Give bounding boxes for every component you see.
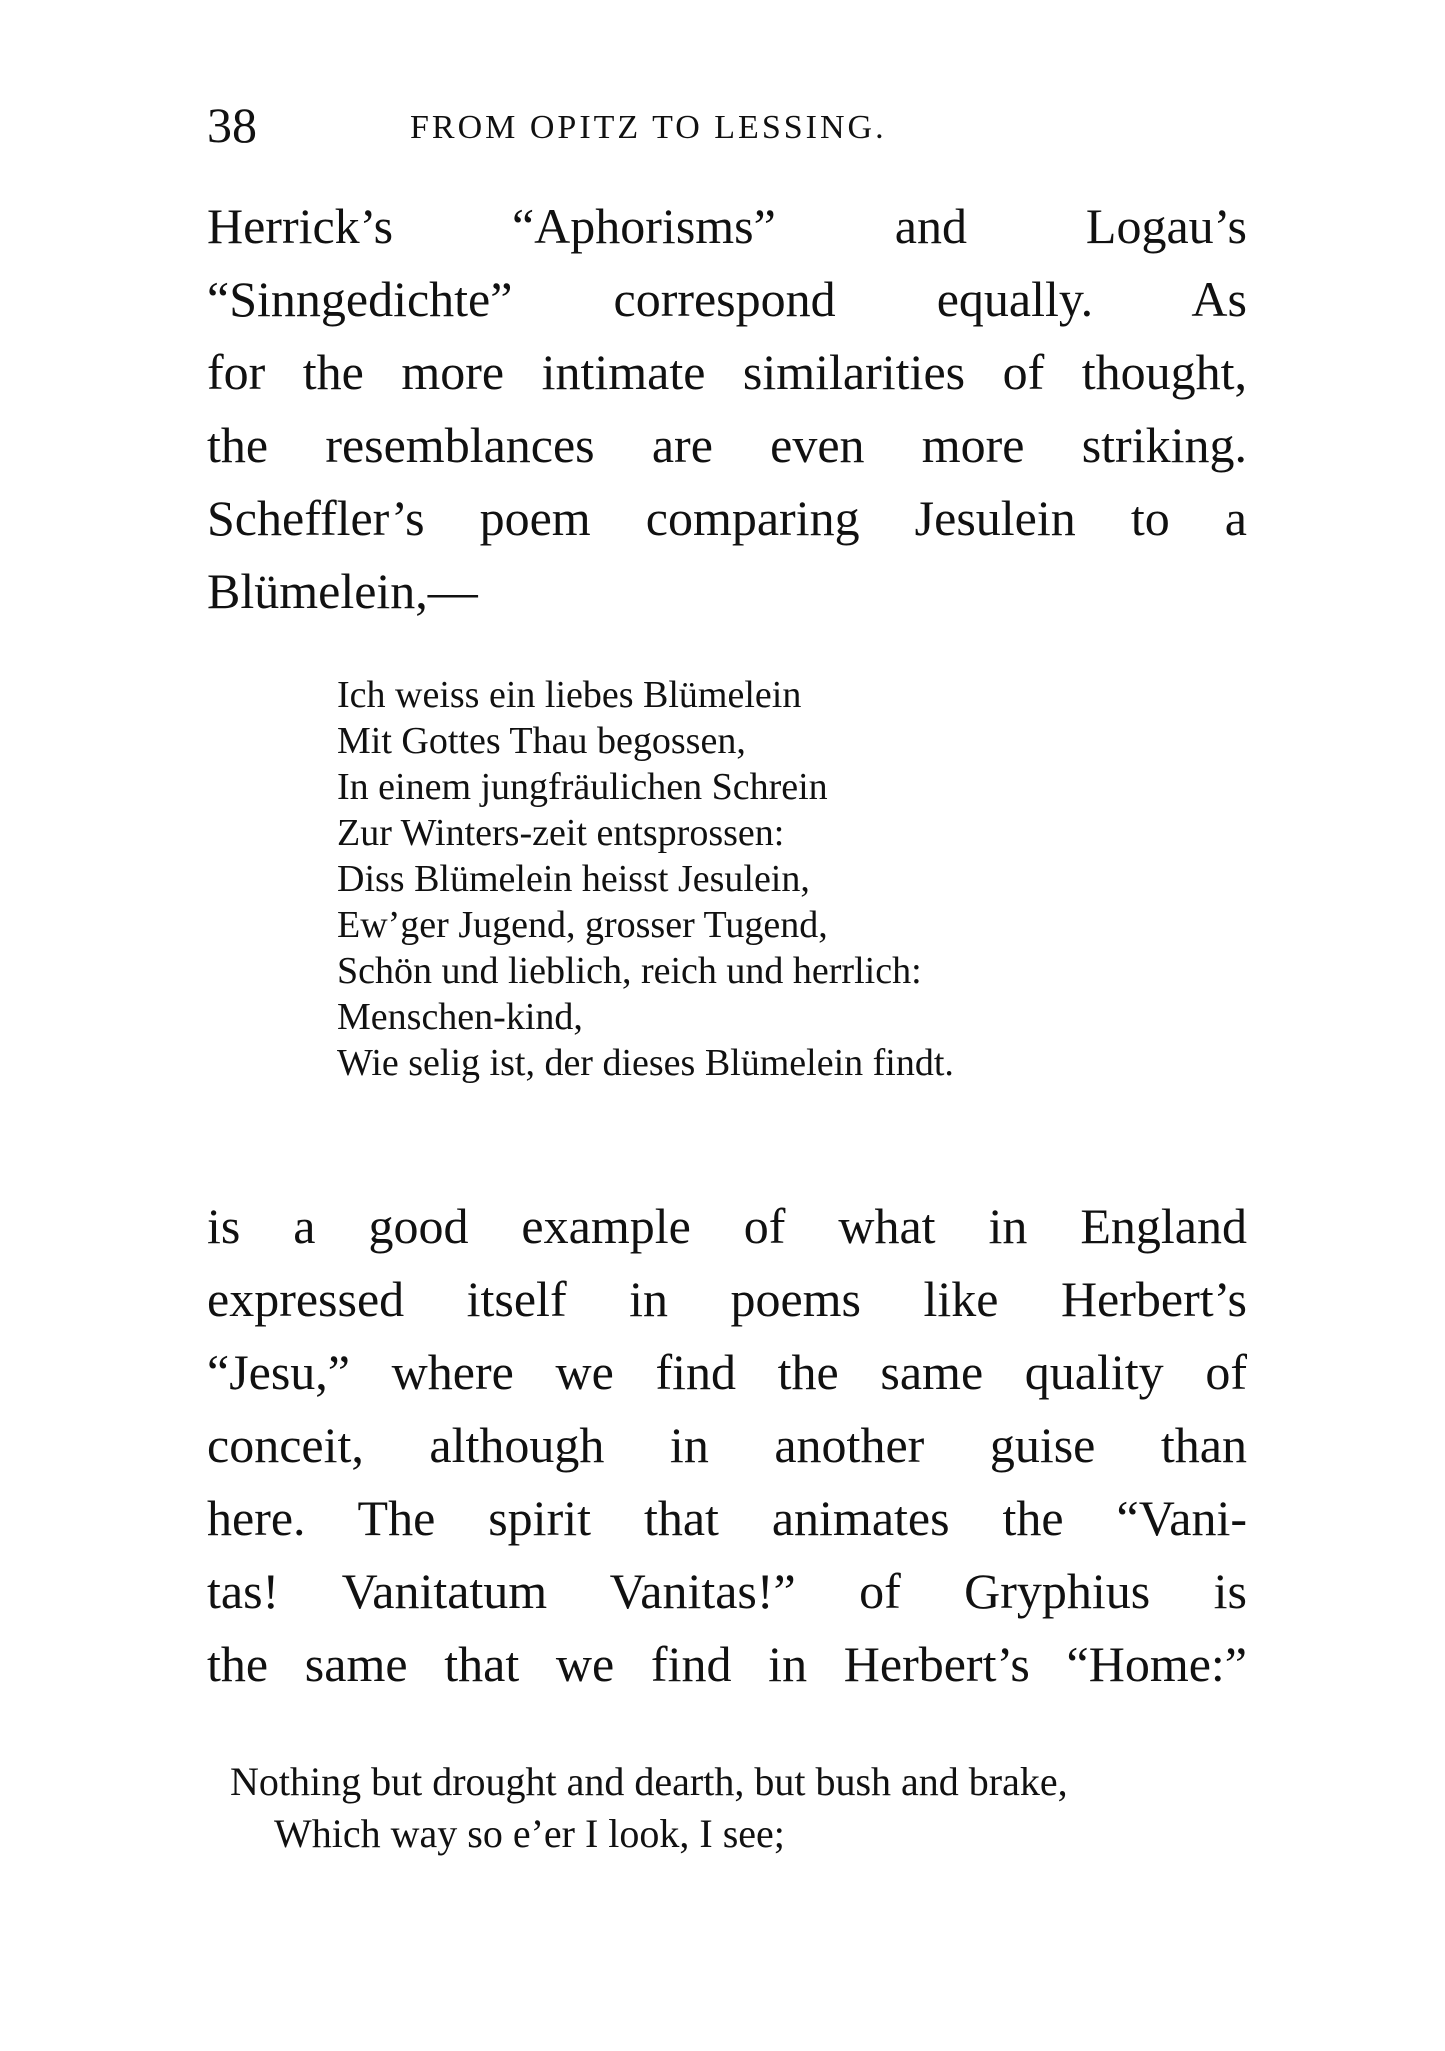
running-head: FROM OPITZ TO LESSING. — [410, 109, 887, 146]
verse-line: Schön und lieblich, reich und herrlich: — [337, 950, 922, 992]
text-line: conceit, although in another guise than — [207, 1417, 1247, 1473]
verse-line: Mit Gottes Thau begossen, — [337, 720, 746, 762]
text-line: “Sinngedichte” correspond equally. As — [207, 271, 1247, 327]
page-header — [207, 95, 1247, 155]
text-line: for the more intimate similarities of thought, — [207, 344, 1247, 400]
verse-line: Ew’ger Jugend, grosser Tugend, — [337, 904, 828, 946]
verse-line: Nothing but drought and dearth, but bush and brake, — [230, 1759, 1068, 1804]
verse-line: In einem jungfräulichen Schrein — [337, 766, 828, 808]
text-line: is a good example of what in England — [207, 1198, 1247, 1254]
verse-quotation-herbert — [230, 1756, 1260, 1860]
paragraph-herbert-gryphius — [207, 1190, 1247, 1701]
text-line: expressed itself in poems like Herbert’s — [207, 1271, 1247, 1327]
verse-quotation-scheffler — [337, 672, 1237, 1086]
text-line: Blümelein,— — [207, 563, 478, 619]
page-number: 38 — [207, 97, 257, 153]
text-line: tas! Vanitatum Vanitas!” of Gryphius is — [207, 1563, 1247, 1619]
text-line: “Jesu,” where we find the same quality of — [207, 1344, 1247, 1400]
text-line: the same that we find in Herbert’s “Home:” — [207, 1636, 1247, 1692]
verse-line: Wie selig ist, der dieses Blümelein findt. — [337, 1042, 954, 1084]
verse-line: Which way so e’er I look, I see; — [274, 1811, 785, 1856]
verse-line: Ich weiss ein liebes Blümelein — [337, 674, 802, 716]
text-line: the resemblances are even more striking. — [207, 417, 1247, 473]
paragraph-herrick-logau — [207, 190, 1247, 628]
text-line: Scheffler’s poem comparing Jesulein to a — [207, 490, 1247, 546]
verse-line: Zur Winters-zeit entsprossen: — [337, 812, 785, 854]
verse-line: Menschen-kind, — [337, 996, 583, 1038]
text-line: here. The spirit that animates the “Vani- — [207, 1490, 1247, 1546]
verse-line: Diss Blümelein heisst Jesulein, — [337, 858, 810, 900]
text-line: Herrick’s “Aphorisms” and Logau’s — [207, 198, 1247, 254]
